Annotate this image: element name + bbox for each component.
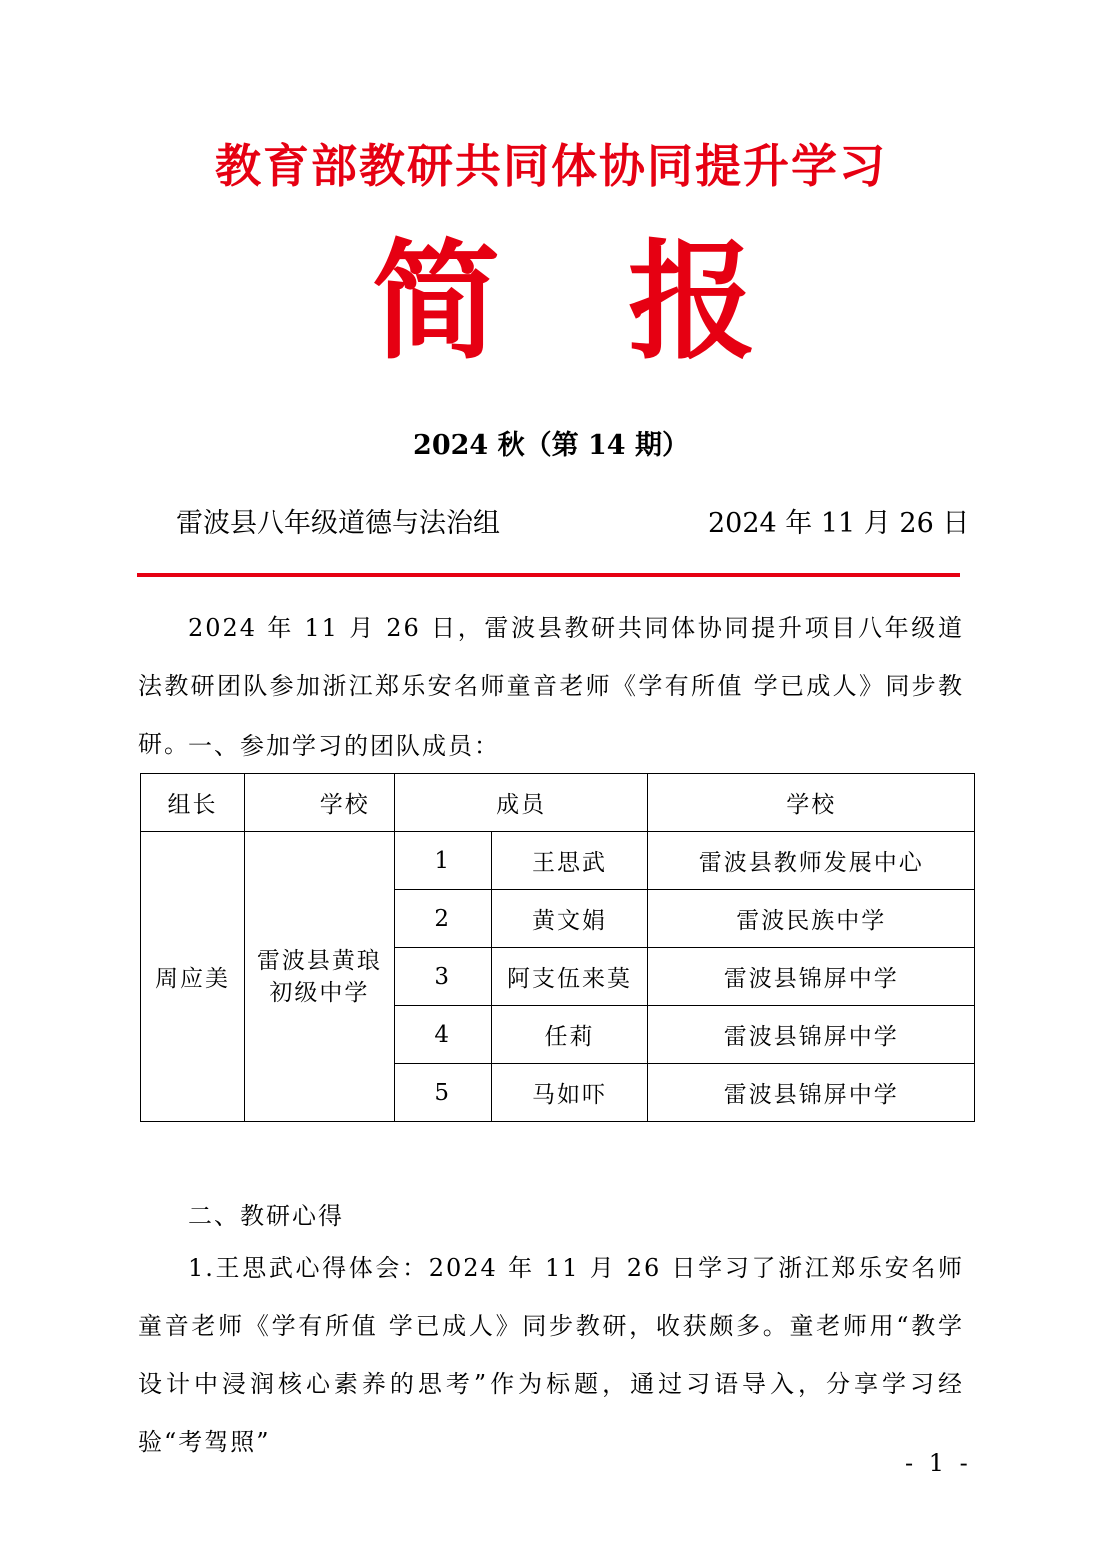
members-table <box>140 773 975 1122</box>
member-no: 5 <box>394 1064 491 1122</box>
header-member: 成员 <box>394 774 648 832</box>
masthead-char-bao: 报 <box>628 228 757 377</box>
member-school: 雷波县锦屏中学 <box>648 1006 975 1064</box>
member-name: 王思武 <box>491 832 648 890</box>
red-divider-line <box>137 573 960 577</box>
leader-cell: 周应美 <box>141 832 245 1122</box>
member-no: 3 <box>394 948 491 1006</box>
department-name: 雷波县八年级道德与法治组 <box>176 508 500 539</box>
member-school: 雷波县锦屏中学 <box>648 1064 975 1122</box>
member-no: 4 <box>394 1006 491 1064</box>
member-name: 阿支伍来莫 <box>491 948 648 1006</box>
leader-school-cell: 雷波县黄琅初级中学 <box>244 832 394 1122</box>
section-heading-reflections: 二、教研心得 <box>188 1202 344 1230</box>
header-school: 学校 <box>244 774 394 832</box>
member-school: 雷波县教师发展中心 <box>648 832 975 890</box>
member-school: 雷波民族中学 <box>648 890 975 948</box>
header-leader: 组长 <box>141 774 245 832</box>
header-member-school: 学校 <box>648 774 975 832</box>
table-row <box>141 832 975 890</box>
member-school: 雷波县锦屏中学 <box>648 948 975 1006</box>
member-no: 1 <box>394 832 491 890</box>
issue-number: 2024 秋（第 14 期） <box>413 430 689 461</box>
section-heading-members: 一、参加学习的团队成员： <box>188 732 500 760</box>
intro-paragraph: 2024 年 11 月 26 日，雷波县教研共同体协同提升项目八年级道法教研团队参加浙江郑乐安名师童音老师《学有所值 学已成人》同步教研。 <box>138 614 964 758</box>
bulletin-org-title: 教育部教研共同体协同提升学习 <box>215 139 887 193</box>
member-name: 任莉 <box>491 1006 648 1064</box>
masthead-char-jian: 简 <box>372 228 501 377</box>
member-name: 马如吓 <box>491 1064 648 1122</box>
publish-date: 2024 年 11 月 26 日 <box>708 508 970 539</box>
table-header-row <box>141 774 975 832</box>
page-number: - 1 - <box>905 1449 972 1477</box>
member-name: 黄文娟 <box>491 890 648 948</box>
member-no: 2 <box>394 890 491 948</box>
reflection-paragraph: 1.王思武心得体会：2024 年 11 月 26 日学习了浙江郑乐安名师童音老师《学有所值 学已成人》同步教研，收获颇多。童老师用“教学设计中浸润核心素养的思考”作为标题，通过习语导入，分享学习经验“考驾照” <box>138 1254 964 1456</box>
